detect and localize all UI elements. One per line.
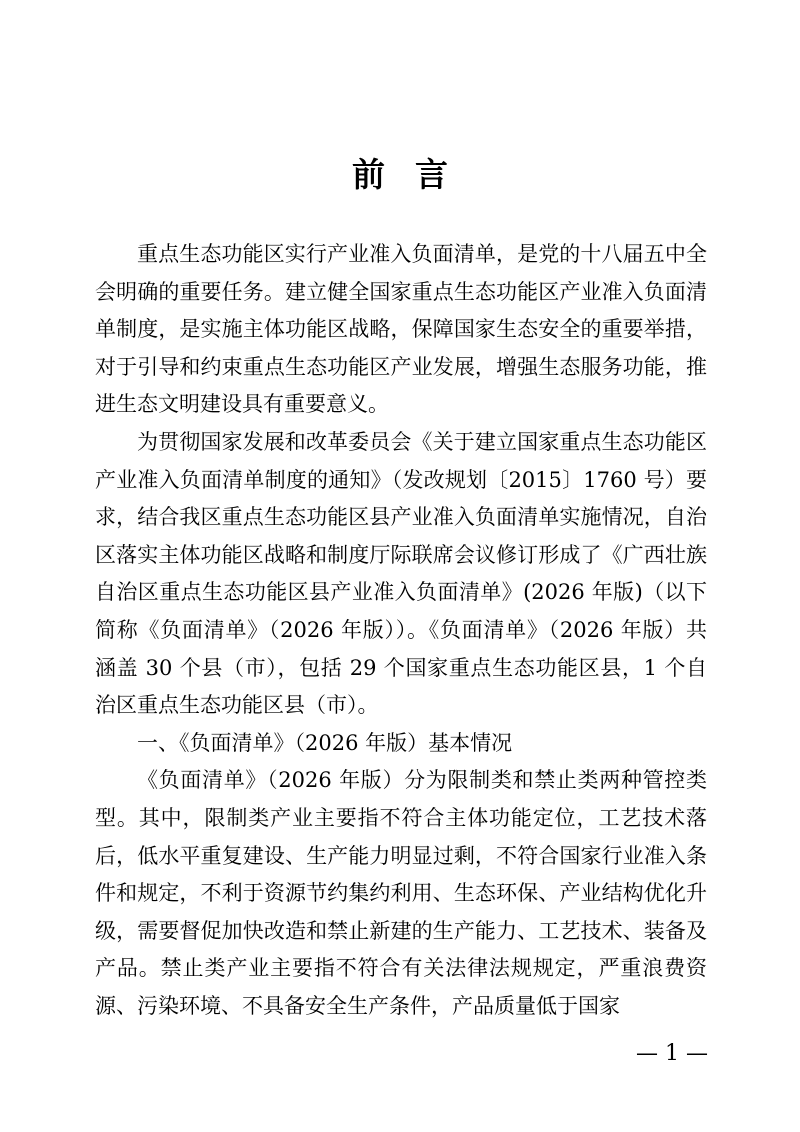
paragraph-section-basic: 《负面清单》（2026 年版）分为限制类和禁止类两种管控类型。其中，限制类产业主要指不符合主体功能定位，工艺技术落后，低水平重复建设、生产能力明显过剩，不符合国家行业准入条件和规定，不利于资源节约集约利用、生态环保、产业结构优化升级，需要督促加快改造和禁止新建的生产能力、工艺技术、装备及产品。禁止类产业主要指不符合有关法律法规规定，严重浪费资源、污染环境、不具备安全生产条件，产品质量低于国家 (95, 768, 707, 1018)
paragraph-intro: 重点生态功能区实行产业准入负面清单，是党的十八届五中全会明确的重要任务。建立健全国家重点生态功能区产业准入负面清单制度，是实施主体功能区战略，保障国家生态安全的重要举措，对于引导和约束重点生态功能区产业发展，增强生态服务功能，推进生态文明建设具有重要意义。 (95, 242, 707, 417)
paragraph-background: 为贯彻国家发展和改革委员会《关于建立国家重点生态功能区产业准入负面清单制度的通知》（发改规划〔2015〕1760 号）要求，结合我区重点生态功能区县产业准入负面清单实施情况，自治区落实主体功能区战略和制度厅际联席会议修订形成了《广西壮族自治区重点生态功能区县产业准入负面清单》(2026 年版)（以下简称《负面清单》（2026 年版））。《负面清单》（2026 年版）共涵盖 30 个县（市），包括 29 个国家重点生态功能区县，1 个自治区重点生态功能区县（市）。 (95, 429, 707, 718)
page-title: 前言 (352, 155, 478, 194)
section-heading: 一、《负面清单》（2026 年版）基本情况 (137, 730, 513, 755)
document-body (95, 236, 707, 1025)
page-number: — 1 — (636, 1041, 708, 1066)
